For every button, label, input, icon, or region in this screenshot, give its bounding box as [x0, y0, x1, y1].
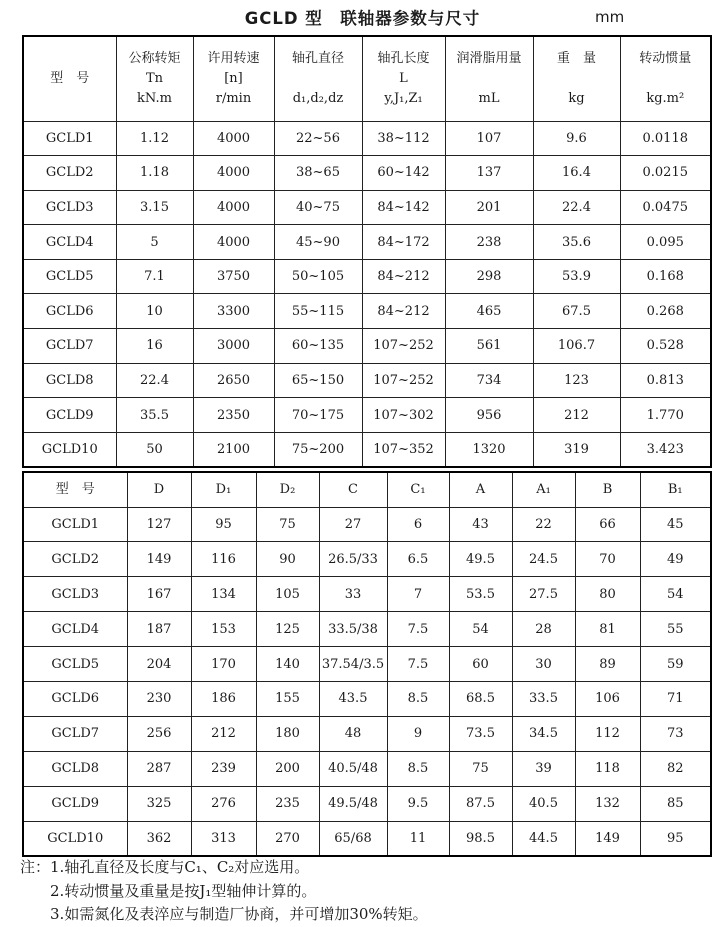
table-cell: GCLD8 [23, 363, 116, 398]
column-header: B [575, 472, 640, 507]
table-cell: 68.5 [449, 681, 512, 716]
table-cell: 956 [445, 398, 533, 433]
table-cell: 123 [533, 363, 620, 398]
table-cell: 84~172 [362, 225, 445, 260]
table-cell: 16.4 [533, 156, 620, 191]
table-cell: 27.5 [512, 577, 575, 612]
table-cell: 50 [116, 432, 193, 467]
table-cell: 140 [256, 647, 319, 682]
table-cell: 53.5 [449, 577, 512, 612]
table-row [23, 156, 711, 191]
column-header: 许用转速 [n] r/min [193, 36, 274, 121]
table-cell: 66 [575, 507, 640, 542]
table-cell: 239 [191, 751, 256, 786]
table-cell: 60 [449, 647, 512, 682]
table-cell: 7 [387, 577, 449, 612]
column-header: D₁ [191, 472, 256, 507]
table-cell: 22.4 [116, 363, 193, 398]
table-cell: 55 [640, 612, 711, 647]
table-cell: 26.5/33 [319, 542, 387, 577]
table-cell: 734 [445, 363, 533, 398]
table-cell: 87.5 [449, 786, 512, 821]
table-cell: 33 [319, 577, 387, 612]
column-header: 公称转矩 Tn kN.m [116, 36, 193, 121]
table-cell: 22 [512, 507, 575, 542]
footnotes [20, 856, 428, 927]
table-cell: GCLD6 [23, 294, 116, 329]
table-cell: 11 [387, 821, 449, 856]
table-cell: 40~75 [274, 190, 362, 225]
dimensions-table-header [23, 472, 711, 507]
table-cell: 107~302 [362, 398, 445, 433]
table-cell: 3.423 [620, 432, 711, 467]
table-row [23, 259, 711, 294]
table-cell: 70~175 [274, 398, 362, 433]
title-row [0, 5, 725, 29]
table-cell: 107~352 [362, 432, 445, 467]
table-cell: 81 [575, 612, 640, 647]
table-cell: 167 [127, 577, 191, 612]
table-cell: 287 [127, 751, 191, 786]
column-header: D₂ [256, 472, 319, 507]
table-row [23, 786, 711, 821]
table-cell: 212 [191, 716, 256, 751]
table-cell: 33.5/38 [319, 612, 387, 647]
table-cell: GCLD4 [23, 225, 116, 260]
note-line: 2.转动惯量及重量是按J₁型轴伸计算的。 [50, 881, 317, 900]
table-row [23, 681, 711, 716]
table-cell: 2100 [193, 432, 274, 467]
table-cell: 95 [191, 507, 256, 542]
table-cell: 7.5 [387, 612, 449, 647]
header-row [23, 472, 711, 507]
column-header: 型 号 [23, 36, 116, 121]
table-cell: GCLD5 [23, 647, 127, 682]
table-cell: 118 [575, 751, 640, 786]
table-cell: GCLD1 [23, 507, 127, 542]
column-header: 润滑脂用量 mL [445, 36, 533, 121]
table-cell: 9.5 [387, 786, 449, 821]
table-cell: 84~212 [362, 294, 445, 329]
table-cell: 22.4 [533, 190, 620, 225]
table-cell: 230 [127, 681, 191, 716]
table-row [23, 577, 711, 612]
table-row [23, 432, 711, 467]
parameters-table [22, 35, 712, 468]
table-cell: 204 [127, 647, 191, 682]
table-cell: 7.1 [116, 259, 193, 294]
table-row [23, 190, 711, 225]
table-cell: 9 [387, 716, 449, 751]
table-cell: 2350 [193, 398, 274, 433]
table-cell: 24.5 [512, 542, 575, 577]
table-cell: 112 [575, 716, 640, 751]
table-cell: 54 [640, 577, 711, 612]
table-cell: 8.5 [387, 681, 449, 716]
table-cell: 149 [575, 821, 640, 856]
column-header: B₁ [640, 472, 711, 507]
table-cell: GCLD7 [23, 329, 116, 364]
table-cell: 28 [512, 612, 575, 647]
table-cell: 319 [533, 432, 620, 467]
table-cell: 1320 [445, 432, 533, 467]
table-cell: 38~112 [362, 121, 445, 156]
parameters-table-body [23, 121, 711, 467]
table-cell: 53.9 [533, 259, 620, 294]
column-header: A₁ [512, 472, 575, 507]
table-cell: 7.5 [387, 647, 449, 682]
header-row [23, 36, 711, 121]
table-cell: 3300 [193, 294, 274, 329]
footnotes-list [50, 856, 428, 927]
table-cell: GCLD3 [23, 190, 116, 225]
table-row [23, 612, 711, 647]
table-cell: 40.5/48 [319, 751, 387, 786]
table-cell: 4000 [193, 121, 274, 156]
table-cell: 95 [640, 821, 711, 856]
table-cell: GCLD9 [23, 398, 116, 433]
table-cell: 27 [319, 507, 387, 542]
table-cell: 98.5 [449, 821, 512, 856]
table-cell: 134 [191, 577, 256, 612]
table-cell: 0.268 [620, 294, 711, 329]
table-cell: 30 [512, 647, 575, 682]
note-line: 3.如需氮化及表淬应与制造厂协商，并可增加30%转矩。 [50, 905, 428, 923]
table-cell: 170 [191, 647, 256, 682]
column-header: 型 号 [23, 472, 127, 507]
table-cell: 362 [127, 821, 191, 856]
table-cell: 59 [640, 647, 711, 682]
table-cell: 9.6 [533, 121, 620, 156]
table-cell: 71 [640, 681, 711, 716]
table-cell: 0.168 [620, 259, 711, 294]
table-cell: GCLD3 [23, 577, 127, 612]
table-cell: 0.0475 [620, 190, 711, 225]
table-cell: 49.5/48 [319, 786, 387, 821]
table-cell: 1.18 [116, 156, 193, 191]
table-cell: 49.5 [449, 542, 512, 577]
table-cell: 90 [256, 542, 319, 577]
table-cell: 107~252 [362, 329, 445, 364]
table-cell: 186 [191, 681, 256, 716]
column-header: A [449, 472, 512, 507]
table-cell: 80 [575, 577, 640, 612]
table-cell: 3750 [193, 259, 274, 294]
table-cell: 132 [575, 786, 640, 821]
table-row [23, 329, 711, 364]
table-cell: GCLD8 [23, 751, 127, 786]
table-cell: 0.095 [620, 225, 711, 260]
footnotes-label: 注： [20, 858, 51, 876]
table-cell: GCLD7 [23, 716, 127, 751]
table-cell: 16 [116, 329, 193, 364]
table-row [23, 363, 711, 398]
table-row [23, 507, 711, 542]
dimensions-table [22, 471, 712, 857]
table-cell: 82 [640, 751, 711, 786]
table-cell: 313 [191, 821, 256, 856]
column-header: C [319, 472, 387, 507]
table-cell: 35.6 [533, 225, 620, 260]
table-cell: 8.5 [387, 751, 449, 786]
table-cell: 45~90 [274, 225, 362, 260]
table-cell: 127 [127, 507, 191, 542]
table-cell: 2650 [193, 363, 274, 398]
table-cell: 201 [445, 190, 533, 225]
table-row [23, 751, 711, 786]
table-row [23, 225, 711, 260]
table-cell: 49 [640, 542, 711, 577]
table-cell: 60~142 [362, 156, 445, 191]
table-cell: 6 [387, 507, 449, 542]
table-cell: 465 [445, 294, 533, 329]
table-cell: 22~56 [274, 121, 362, 156]
table-cell: 75 [449, 751, 512, 786]
table-cell: 85 [640, 786, 711, 821]
table-cell: 187 [127, 612, 191, 647]
table-cell: GCLD10 [23, 432, 116, 467]
column-header: 轴孔直径 d₁,d₂,dz [274, 36, 362, 121]
table-cell: 153 [191, 612, 256, 647]
table-cell: 212 [533, 398, 620, 433]
table-cell: 84~212 [362, 259, 445, 294]
table-cell: 34.5 [512, 716, 575, 751]
table-cell: 43.5 [319, 681, 387, 716]
table-cell: 105 [256, 577, 319, 612]
table-cell: 116 [191, 542, 256, 577]
table-cell: GCLD5 [23, 259, 116, 294]
note-line: 1.轴孔直径及长度与C₁、C₂对应选用。 [50, 858, 310, 876]
table-cell: 65~150 [274, 363, 362, 398]
parameters-table-header [23, 36, 711, 121]
table-cell: 84~142 [362, 190, 445, 225]
table-cell: GCLD1 [23, 121, 116, 156]
table-cell: 38~65 [274, 156, 362, 191]
table-cell: 45 [640, 507, 711, 542]
table-cell: 5 [116, 225, 193, 260]
table-cell: 33.5 [512, 681, 575, 716]
table-cell: 106 [575, 681, 640, 716]
table-cell: 137 [445, 156, 533, 191]
table-cell: GCLD2 [23, 156, 116, 191]
table-cell: 0.0215 [620, 156, 711, 191]
table-cell: 43 [449, 507, 512, 542]
column-header: 轴孔长度 L y,J₁,Z₁ [362, 36, 445, 121]
table-cell: 35.5 [116, 398, 193, 433]
table-cell: 44.5 [512, 821, 575, 856]
page-title: GCLD 型 联轴器参数与尺寸 [244, 9, 481, 28]
table-cell: 0.0118 [620, 121, 711, 156]
table-cell: 60~135 [274, 329, 362, 364]
table-row [23, 398, 711, 433]
table-cell: 4000 [193, 190, 274, 225]
table-cell: 107 [445, 121, 533, 156]
column-header: 转动惯量 kg.m² [620, 36, 711, 121]
table-cell: 48 [319, 716, 387, 751]
unit-label: mm [595, 8, 625, 26]
table-cell: 67.5 [533, 294, 620, 329]
table-cell: 256 [127, 716, 191, 751]
table-cell: 325 [127, 786, 191, 821]
table-cell: GCLD10 [23, 821, 127, 856]
table-cell: 73 [640, 716, 711, 751]
table-cell: 10 [116, 294, 193, 329]
table-cell: 75~200 [274, 432, 362, 467]
table-cell: 0.813 [620, 363, 711, 398]
table-cell: 155 [256, 681, 319, 716]
table-row [23, 294, 711, 329]
table-cell: 1.770 [620, 398, 711, 433]
table-cell: 75 [256, 507, 319, 542]
table-cell: GCLD9 [23, 786, 127, 821]
table-cell: 4000 [193, 156, 274, 191]
table-cell: GCLD4 [23, 612, 127, 647]
table-cell: 270 [256, 821, 319, 856]
table-cell: 200 [256, 751, 319, 786]
table-cell: 276 [191, 786, 256, 821]
table-cell: 37.54/3.5 [319, 647, 387, 682]
table-cell: 70 [575, 542, 640, 577]
table-cell: 238 [445, 225, 533, 260]
table-cell: 106.7 [533, 329, 620, 364]
table-cell: 73.5 [449, 716, 512, 751]
table-cell: 0.528 [620, 329, 711, 364]
column-header: D [127, 472, 191, 507]
table-cell: 125 [256, 612, 319, 647]
table-cell: 6.5 [387, 542, 449, 577]
table-row [23, 716, 711, 751]
dimensions-table-body [23, 507, 711, 856]
table-cell: 54 [449, 612, 512, 647]
table-cell: 1.12 [116, 121, 193, 156]
table-cell: 39 [512, 751, 575, 786]
table-row [23, 821, 711, 856]
table-cell: 180 [256, 716, 319, 751]
table-row [23, 647, 711, 682]
column-header: C₁ [387, 472, 449, 507]
table-cell: 3000 [193, 329, 274, 364]
table-cell: 89 [575, 647, 640, 682]
table-cell: 55~115 [274, 294, 362, 329]
table-row [23, 542, 711, 577]
table-cell: 298 [445, 259, 533, 294]
table-cell: GCLD6 [23, 681, 127, 716]
table-cell: GCLD2 [23, 542, 127, 577]
column-header: 重 量 kg [533, 36, 620, 121]
table-cell: 50~105 [274, 259, 362, 294]
table-cell: 149 [127, 542, 191, 577]
table-cell: 3.15 [116, 190, 193, 225]
table-cell: 561 [445, 329, 533, 364]
table-cell: 235 [256, 786, 319, 821]
table-cell: 65/68 [319, 821, 387, 856]
table-cell: 4000 [193, 225, 274, 260]
table-cell: 107~252 [362, 363, 445, 398]
table-row [23, 121, 711, 156]
table-cell: 40.5 [512, 786, 575, 821]
